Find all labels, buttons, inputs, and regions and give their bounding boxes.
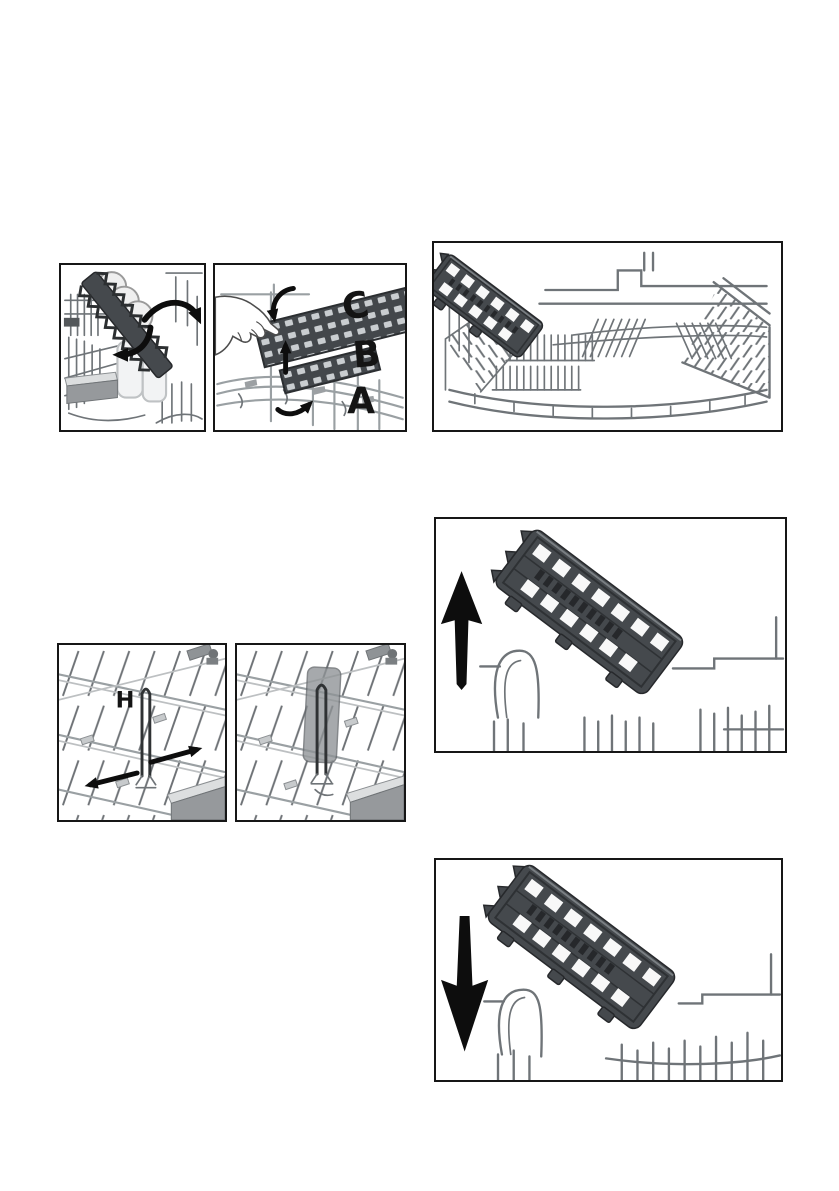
height-label-c: C <box>338 282 373 330</box>
height-label-a: A <box>347 379 376 423</box>
cup-shelf-tray <box>480 522 686 705</box>
rotate-arrow-icon-up-right <box>278 405 309 414</box>
basket-handle-bar <box>65 372 118 403</box>
figure-upper-basket <box>432 241 783 432</box>
rotate-arrow-icon-down <box>273 288 293 316</box>
figure-foldable-tines-panel <box>235 643 406 822</box>
tray-remove-up-illustration <box>436 519 785 751</box>
figure-foldable-tines-slide <box>57 643 227 822</box>
figure-tray-remove-up <box>434 517 787 753</box>
figure-cup-shelf-rotate <box>59 263 206 432</box>
upper-basket-illustration <box>434 243 781 430</box>
handle-label-h: H <box>115 687 135 714</box>
down-arrow-icon <box>441 916 488 1052</box>
tray-insert-down-illustration <box>436 860 781 1080</box>
foldable-tines-panel-illustration <box>237 645 404 820</box>
highlight-panel <box>303 667 341 763</box>
cup-shelf-tray <box>473 860 679 1039</box>
cup-shelf-rotate-illustration <box>61 265 204 430</box>
foldable-tines-slide-illustration <box>59 645 225 820</box>
up-arrow-icon <box>441 571 482 690</box>
figure-tray-insert-down <box>434 858 783 1082</box>
shelf-height-illustration <box>215 265 405 430</box>
height-label-b: B <box>351 331 383 377</box>
figure-shelf-height-positions <box>213 263 407 432</box>
